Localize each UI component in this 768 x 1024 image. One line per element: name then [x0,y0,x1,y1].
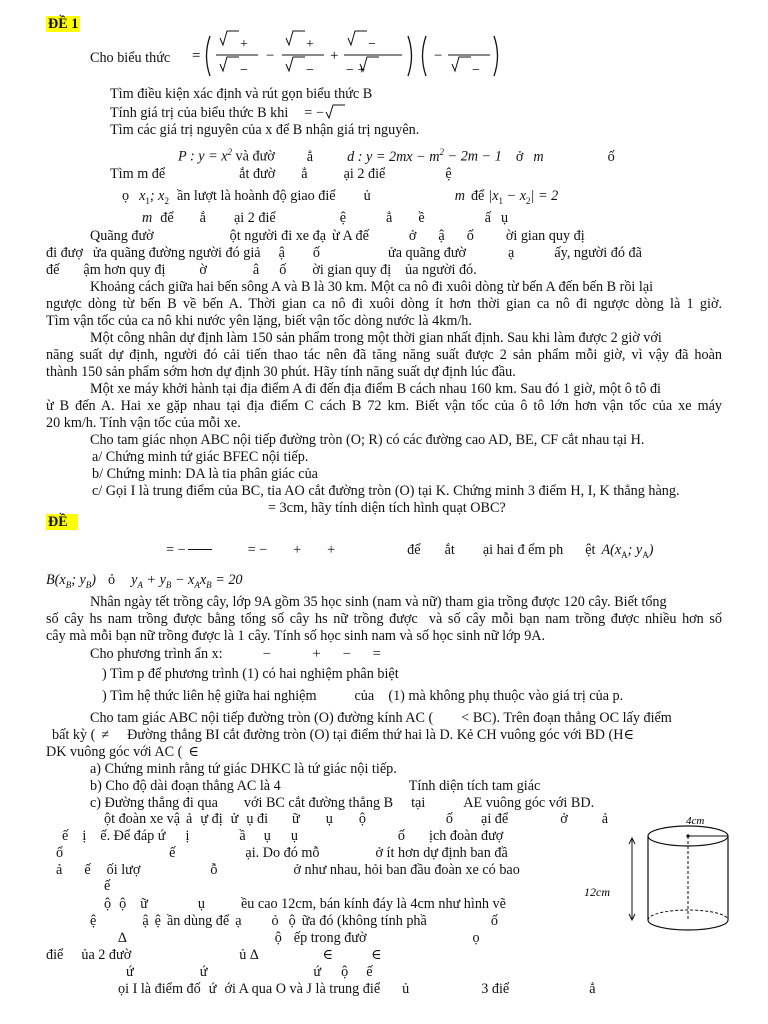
frag: ố [445,811,454,827]
sub: A [194,579,200,590]
frag: ụ [197,896,205,912]
frag: ạ [235,913,242,929]
frag: c) Đường thẳng đi qua [90,795,218,811]
q2c-b: để [160,210,174,226]
frag: ỏ [271,913,279,929]
frag: ệ [90,913,97,929]
frag: ệ [154,913,161,929]
problem-7-line-1: Cho tam giác nhọn ABC nội tiếp đường tròn (O; R) có các đường cao AD, BE, CF cắt nhau tại H. [90,432,645,448]
problem-5-line-1: Một công nhân dự định làm 150 sản phẩm trong một thời gian nhất định. Sau khi làm được 2 giờ với [90,330,662,346]
parabola-eq: P : y = x [178,148,228,165]
problem-8-line-2: số cây hs nam trồng được bằng tổng số cây hs nữ trồng được và số cây mỗi bạn nam trồng được nhiều hơn số [46,611,722,627]
frag: ửa quãng đườ [388,245,467,261]
frag: A(x [601,542,622,558]
question-1b-math: = − [304,105,324,121]
frag: DK vuông góc với AC ( [46,744,183,760]
frag: ậm hơn quy đị [83,262,166,278]
frag: đi đượ [46,245,83,261]
frag: ộ [341,964,349,980]
sqrt-sign-1 [220,31,239,45]
problem-13-line-1 [118,930,480,947]
expr-num1: + [240,37,248,52]
frag: Đường thẳng BI cắt đường tròn (O) tại điểm thứ hai là D. Kẻ CH vuông góc với BD (H∈ [127,727,634,743]
question-2a [110,166,452,183]
problem-9-part-a: ) Tìm p để phương trình (1) có hai nghiệm phân biệt [102,666,399,682]
q2b-abs: |x [488,188,499,204]
frag: bất kỳ ( [52,727,96,743]
frag: ộ [288,913,296,929]
frag: ắt [444,542,455,558]
frag: ữ [140,896,148,912]
problem-7-part-d: = 3cm, hãy tính diện tích hình quạt OBC? [268,500,506,516]
frag: ỏ [108,572,116,588]
question-2b [122,188,558,209]
problem-11-line-1 [104,811,608,828]
frag: ột người đi xe đạ [229,228,327,244]
expr-rhs-minus: − [434,48,443,64]
sqrt-sign-3 [286,31,305,45]
q2a-c: ẳ [301,166,308,182]
frag: 3 điể [481,981,510,997]
q2c-m: m [142,210,153,226]
problem-12-line-2 [90,913,498,930]
frag: ứ [208,981,217,997]
frag: Quãng đườ [90,228,154,244]
frag: ếp trong đườ [293,930,367,946]
sqrt-sign-2 [220,57,239,71]
frag: ều cao 12cm, bán kính đáy là 4cm như hình vẽ [240,896,506,912]
frag: ứ [126,964,134,980]
frag: của (1) mà không phụ thuộc vào giá trị của p. [354,688,624,704]
sqrt-sign-4 [286,57,305,71]
q2c-c: ắ [199,210,206,226]
q2b-sub2: 2 [164,195,169,206]
frag: để [407,542,421,558]
frag: ần dùng để [166,913,230,929]
frag: = − [247,542,268,558]
frag: ẳ [589,981,596,997]
expr-op-2: + [330,48,339,64]
frag: ộ [104,896,112,912]
problem-13-line-4 [118,981,596,998]
problem-6-line-2: ừ B đến A. Hai xe gặp nhau tại địa điểm C cách B 72 km. Biết vận tốc của ô tô lớn hơn vận tốc của xe máy [46,398,722,414]
problem-9-part-b [102,688,623,705]
frag: ế [366,964,373,980]
frag: ừ A đế [332,228,369,244]
sqrt-sign-5 [348,31,367,45]
sqrt-sign-8 [324,104,346,120]
q2c-g: ề [418,210,425,226]
q2b-g: để [470,188,485,204]
frag: − [262,646,271,662]
parabola-line-statement [178,144,615,165]
frag: tại [411,795,426,811]
frag: + [293,542,302,558]
frag: ạ [508,245,515,261]
frag: ≠ [101,727,110,743]
expr-op-1: − [266,48,275,64]
frag: ụ [290,828,298,844]
exam-2-line-1 [166,542,653,563]
q2a-e: ệ [445,166,452,182]
problem-4-line-2: ngược dòng từ bến B về bến A. Thời gian ca nô đi xuôi dòng ít hơn thời gian ca nô đi ngược dòng là 1 giờ. [46,296,722,312]
frag-c: ẳ [306,148,314,165]
frag: ế [169,845,176,861]
cylinder-figure [580,808,740,940]
frag-g: ở [515,148,524,165]
frag: − [342,646,351,662]
q2c-e: ệ [339,210,347,226]
problem-3-line-2 [46,245,642,262]
frag: ọi I là điểm đố [118,981,201,997]
problem-4-line-1: Khoảng cách giữa hai bến sông A và B là 30 km. Một ca nô đi xuôi dòng từ bến A đến bến B rồi lại [90,279,654,295]
frag: = [372,646,381,662]
frag: ụ đi [246,811,269,827]
frag: ) [91,572,97,588]
q2a-a: Tìm m để [110,166,166,182]
problem-11-line-2 [62,828,503,845]
line-eq: d : y = 2mx − m [347,148,440,165]
sqrt-sign-7 [452,57,471,71]
q2b-m: m [454,188,465,204]
exam-2-line-2 [46,572,243,593]
frag: ∈ [188,744,199,760]
frag: ∈ [322,947,334,963]
frag: ∈ [371,947,382,963]
q2b-sub4: 2 [526,195,531,206]
frag-i: ố [607,148,615,165]
expr-rhs-den: − [472,63,480,78]
frag: ; y [627,542,643,558]
problem-10-line-2 [52,727,634,744]
frag: ố [312,245,320,261]
frag: ổ [56,845,64,861]
frag: y [131,572,138,588]
frag: ả [186,811,193,827]
frag: + [327,542,336,558]
frag: ị [82,828,87,844]
sub: B [165,579,172,590]
expression-intro: Cho biểu thức [90,50,171,66]
problem-12-line-1 [104,896,506,913]
frag: ) [648,542,654,558]
q2c-h: ấ [484,210,491,226]
question-1c: Tìm các giá trị nguyên của x để B nhận giá trị nguyên. [110,122,420,138]
q2b-sub1: 1 [145,195,150,206]
left-paren [207,36,211,76]
frag: ậ [142,913,149,929]
frag: ả [56,862,63,878]
frag: ự đị [200,811,223,827]
problem-8-line-3: cây mà mỗi bạn nữ trồng được là 1 cây. Tính số học sinh nam và số học sinh nữ lớp 9A. [46,628,546,644]
problem-10-part-a: a) Chứng minh rằng tứ giác DHKC là tứ giác nội tiếp. [90,761,397,777]
frag: ố [490,913,498,929]
expr-num3: − [368,37,376,52]
frag: ở [560,811,568,827]
frag: ệt [585,542,596,558]
problem-8-line-1: Nhân ngày tết trồng cây, lớp 9A gồm 35 học sinh (nam và nữ) tham gia trồng được 120 cây. Biết tổng [90,594,667,610]
frag: ế [84,862,91,878]
frag: ứ [199,964,208,980]
frag: ở [408,228,417,244]
frag: ối lượ [106,862,141,878]
frag: ại hai đ ểm ph [482,542,564,558]
cylinder-bottom-front [648,920,728,930]
line-eq-tail: − 2m − 1 [444,148,502,165]
height-label: 12cm [584,885,610,899]
frag: ột đoàn xe vậ [104,811,181,827]
q2b-sub3: 1 [498,195,504,206]
frag: AE vuông góc với BD. [463,795,595,811]
frag: ố [466,228,474,244]
right-paren-2 [494,36,498,76]
frag: ộ [358,811,366,827]
q2b-minus: − x [503,188,527,204]
problem-5-line-3: thành 150 sản phẩm sớm hơn dự định 30 phút. Hãy tính năng suất dự định lúc đầu. [46,364,516,380]
radius-label: 4cm [686,815,705,827]
sub: B [85,579,92,590]
frag: Tính diện tích tam giác [408,778,541,794]
frag: < BC). Trên đoạn thẳng OC lấy điểm [461,710,672,726]
expr-den2: − [306,63,314,78]
frag: với BC cắt đường thẳng B [243,795,394,811]
expr-num2: + [306,37,314,52]
problem-10-part-c [90,795,594,812]
sub: A [642,549,649,560]
problem-13-line-3 [126,964,373,981]
right-paren [408,36,412,76]
fraction-bar [188,549,212,550]
expr-equals: = [192,48,201,64]
frag: ủa người đó. [405,262,477,278]
frag: ụ [263,828,271,844]
expression-formula [190,30,510,82]
problem-10-line-3 [46,744,199,761]
frag: ại để [481,811,509,827]
problem-11-line-5: ế [104,878,111,894]
problem-13-line-2 [46,947,382,964]
problem-6-line-3: 20 km/h. Tính vận tốc của mỗi xe. [46,415,241,431]
frag: ế [62,828,69,844]
problem-10-line-1 [90,710,672,727]
line-word: và đườ [232,148,275,165]
q2c-i: ụ [500,210,509,226]
heading-highlight: ĐỀ [46,514,78,530]
frag: ộ [274,930,282,946]
frag: ế. Để đáp ứ [100,828,166,844]
frag: ời gian quy đị [505,228,585,244]
q2b-eq: | = 2 [530,188,559,204]
parabola-sup: 2 [227,147,232,157]
frag: â [252,262,260,278]
frag: ứ [313,964,322,980]
frag: = − [166,542,186,558]
frag: ị [185,828,190,844]
frag: ố [397,828,406,844]
frag: ố [279,262,287,278]
q2b-a: ọ [122,188,130,204]
line-sup: 2 [439,147,445,157]
frag: ủa 2 đườ [81,947,132,963]
frag: ịch đoàn đượ [429,828,504,844]
problem-3-line-1 [90,228,585,245]
frag: Cho tam giác ABC nội tiếp đường tròn (O) đường kính AC ( [90,710,434,726]
problem-7-part-c: c/ Gọi I là trung điểm của BC, tia AO cắt đường tròn (O) tại K. Chứng minh 3 điểm H, I, K thẳng hàng. [92,483,680,499]
frag: ời gian quy đị [312,262,392,278]
sub: B [65,579,72,590]
frag: ại. Do đó mỗ [245,845,320,861]
problem-5-line-2: năng suất dự định, người đó cải tiến thao tác nên đã tăng năng suất được 2 sản phẩm mỗi giờ, vì vậy đã hoàn [46,347,722,363]
frag: ở ít hơn dự định ban đầ [375,845,508,861]
frag: ậ [438,228,445,244]
frag: + [312,646,321,662]
q2c-f: ẳ [386,210,393,226]
frag: ở như nhau, hỏi ban đầu đoàn xe có bao [293,862,520,878]
frag: = 20 [211,572,243,588]
frag: b) Cho độ dài đoạn thẳng AC là 4 [90,778,281,794]
frag: Cho phương trình ẩn x: [90,646,223,662]
problem-3-line-3 [46,262,477,279]
frag: + y [142,572,166,588]
frag: ữ [292,811,300,827]
problem-9-line-1 [90,646,381,663]
question-1a: Tìm điều kiện xác định và rút gọn biểu thức B [110,86,373,102]
problem-10-part-b [90,778,540,795]
sub: A [137,579,143,590]
exam-2-heading [46,514,78,531]
sub: A [621,549,628,560]
frag: ả [601,811,609,827]
left-paren-2 [423,36,427,76]
frag: ử [230,811,239,827]
frag: ủ [402,981,410,997]
q2b-x: x [139,188,146,204]
frag: ấy, người đó đã [554,245,642,261]
frag: ỗ [210,862,218,878]
frag: ) Tìm hệ thức liên hệ giữa hai nghiệm [102,688,317,704]
q2b-x2: ; x [149,188,165,204]
frag: B(x [46,572,66,588]
frag: ∆ [118,930,127,946]
frag: ủ ∆ [239,947,259,963]
param-m: m [533,148,544,165]
frag: ọ [472,930,480,946]
frag: ộ [119,896,127,912]
frag: ; y [71,572,86,588]
q2b-e: ủ [363,188,371,204]
problem-7-part-a: a/ Chứng minh tứ giác BFEC nội tiếp. [92,449,309,465]
frag: đế [46,262,60,278]
expr-den3: − + [346,63,366,78]
exam-1-heading [46,16,80,33]
question-2c [142,210,508,227]
frag: − x [171,572,195,588]
frag: x [199,572,207,588]
problem-6-line-1: Một xe máy khởi hành tại địa điểm A đi đến địa điểm B cách nhau 160 km. Sau đó 1 giờ, một ô tô đi [90,381,661,397]
sub: B [206,579,212,590]
q2a-d: ại 2 điể [343,166,386,182]
q2a-b: ắt đườ [239,166,276,182]
q2c-d: ại 2 điể [233,210,276,226]
frag: ậ [278,245,285,261]
question-1b [110,104,346,122]
frag: ới A qua O và J là trung điể [224,981,381,997]
frag: ầ [239,828,246,844]
frag: điể [46,947,64,963]
frag: ờ [199,262,207,278]
question-1b-text: Tính giá trị của biểu thức B khi [110,105,289,121]
frag: ửa quãng đường người đó giả [92,245,261,261]
problem-7-part-b: b/ Chứng minh: DA là tia phân giác của [92,466,318,482]
q2b-d: ần lượt là hoành độ giao điể [176,188,336,204]
frag: ụ [325,811,333,827]
problem-11-line-3 [56,845,508,862]
problem-11-line-4 [56,862,520,879]
expr-den1: − [240,63,248,78]
frag: ữa đó (không tính phầ [301,913,427,929]
problem-4-line-3: Tìm vận tốc của ca nô khi nước yên lặng, biết vận tốc dòng nước là 4km/h. [46,313,472,329]
heading-highlight: ĐỀ 1 [48,16,79,32]
